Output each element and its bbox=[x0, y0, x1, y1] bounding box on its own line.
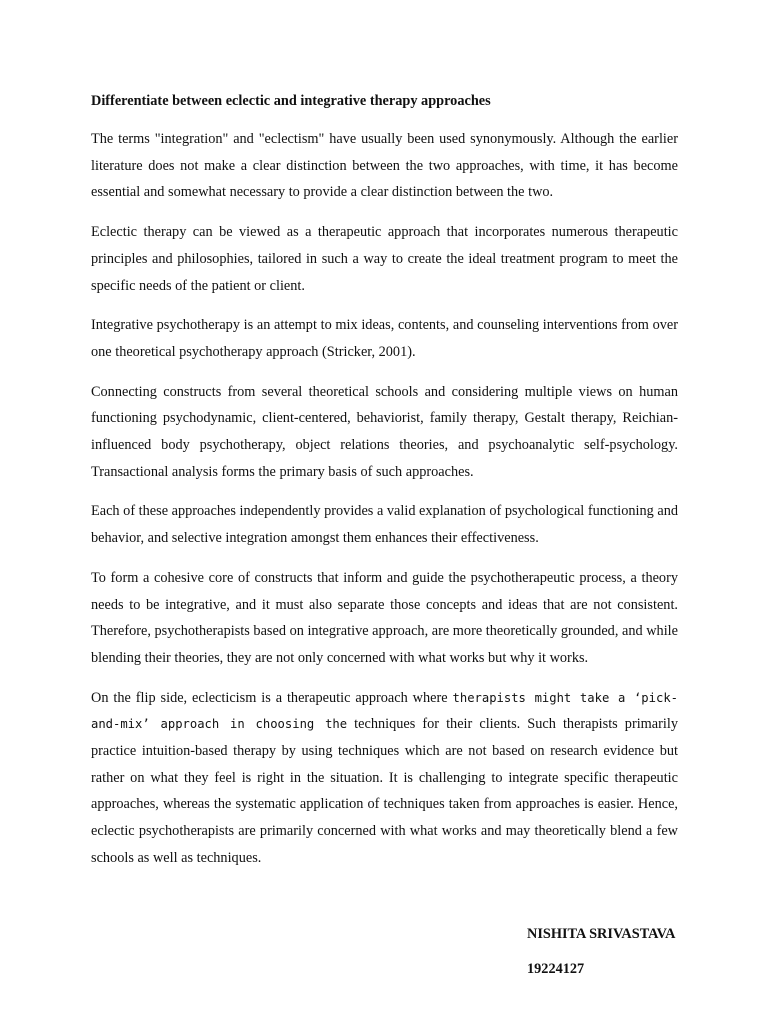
paragraph-cohesive-core: To form a cohesive core of constructs that inform and guide the psychotherapeutic process, a theory needs to be integrative, and it must also separate those concepts and ideas that are not consistent. Therefore, psychotherapists based on integrative approach, are more theoretically grounded, and while blending their theories, they are not only concerned with what works but why it works. bbox=[91, 569, 678, 666]
flip-side-text-1: On the flip side, eclecticism is a therapeutic approach where bbox=[91, 689, 453, 706]
author-id: 19224127 bbox=[527, 961, 585, 977]
paragraph-intro: The terms "integration" and "eclectism" have usually been used synonymously. Although the earlier literature does not make a clear distinction between the two approaches, with time, it has become essential and somewhat necessary to provide a clear distinction between the two. bbox=[91, 131, 678, 201]
document-title: Differentiate between eclectic and integrative therapy approaches bbox=[91, 93, 491, 109]
document-body bbox=[91, 91, 678, 885]
paragraph-flip-side bbox=[91, 685, 678, 872]
author-name: NISHITA SRIVASTAVA bbox=[527, 926, 676, 942]
paragraph-integrative-definition: Integrative psychotherapy is an attempt to mix ideas, contents, and counseling interventions from over one theoretical psychotherapy approach (Stricker, 2001). bbox=[91, 317, 678, 360]
flip-side-text-2: therapists might take a ‘pick-and-mix’ approach in choosing the bbox=[91, 690, 678, 732]
paragraph-approaches: Each of these approaches independently provides a valid explanation of psychological functioning and behavior, and selective integration amongst them enhances their effectiveness. bbox=[91, 503, 678, 547]
flip-side-text-3: techniques for their clients. Such therapists primarily practice intuition-based therapy by using techniques which are not based on research evidence but rather on what they feel is right in the situation. It is challenging to integrate specific therapeutic approaches, whereas the systematic application of techniques taken from approaches is easier. Hence, eclectic psychotherapists are primarily concerned with what works and may theoretically blend a few schools as well as techniques. bbox=[91, 716, 679, 866]
paragraph-eclectic-definition: Eclectic therapy can be viewed as a therapeutic approach that incorporates numerous therapeutic principles and philosophies, tailored in such a way to create the ideal treatment program to meet the specific needs of the patient or client. bbox=[91, 224, 678, 294]
paragraph-constructs: Connecting constructs from several theoretical schools and considering multiple views on human functioning psychodynamic, client-centered, behaviorist, family therapy, Gestalt therapy, Reichian-influenced body psychotherapy, object relations theories, and psychoanalytic self-psychology. Transactional analysis forms the primary basis of such approaches. bbox=[91, 383, 678, 480]
